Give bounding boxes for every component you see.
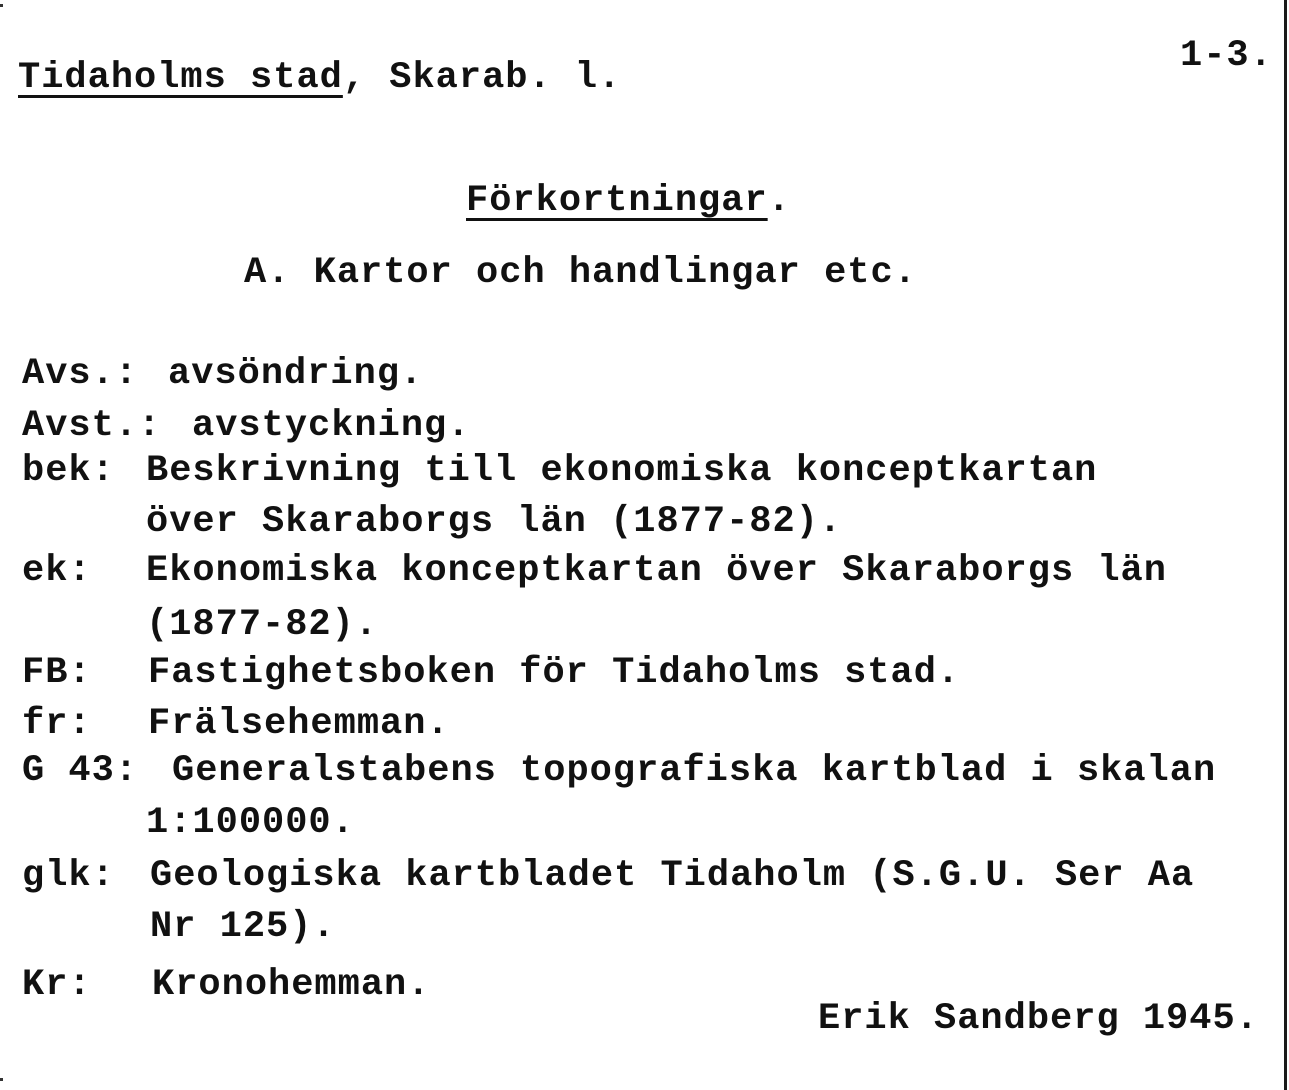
entry-abbr: G 43: — [22, 750, 139, 792]
entry-definition: Fastighetsboken för Tidaholms stad. — [148, 652, 961, 694]
scan-speck — [0, 1078, 3, 1081]
scan-speck — [0, 4, 3, 7]
card-right-edge — [1284, 0, 1287, 1090]
entry-definition: Kronohemman. — [152, 964, 431, 1006]
section-title: Förkortningar. — [466, 180, 791, 222]
entry-abbr: Avs.: — [22, 353, 139, 395]
entry-abbr: glk: — [22, 855, 115, 897]
entry-definition: Ekonomiska konceptkartan över Skaraborgs län — [146, 550, 1167, 592]
county-name: , Skarab. l. — [342, 57, 622, 99]
entry-definition: avstyckning. — [192, 405, 471, 447]
place-name: Tidaholms stad — [18, 57, 343, 99]
section-title-text: Förkortningar — [466, 180, 768, 222]
entry-definition: Beskrivning till ekonomiska konceptkartan — [146, 450, 1098, 492]
entry-definition: Frälsehemman. — [148, 703, 450, 745]
entry-definition: (1877-82). — [146, 604, 379, 646]
entry-definition: 1:100000. — [146, 802, 355, 844]
entry-abbr: bek: — [22, 450, 115, 492]
entry-abbr: FB: — [22, 652, 92, 694]
entry-abbr: ek: — [22, 550, 92, 592]
entry-abbr: Avst.: — [22, 405, 162, 447]
signature: Erik Sandberg 1945. — [818, 998, 1259, 1040]
entry-definition: avsöndring. — [168, 353, 424, 395]
entry-definition: Generalstabens topografiska kartblad i skalan — [172, 750, 1217, 792]
entry-definition: Nr 125). — [150, 906, 336, 948]
entry-abbr: Kr: — [22, 964, 92, 1006]
section-subtitle: A. Kartor och handlingar etc. — [244, 252, 917, 294]
card-header — [18, 57, 622, 99]
entry-abbr: fr: — [22, 703, 92, 745]
card-number: 1-3. — [1180, 35, 1273, 77]
entry-definition: Geologiska kartbladet Tidaholm (S.G.U. Ser Aa — [150, 855, 1195, 897]
entry-definition: över Skaraborgs län (1877-82). — [146, 501, 843, 543]
